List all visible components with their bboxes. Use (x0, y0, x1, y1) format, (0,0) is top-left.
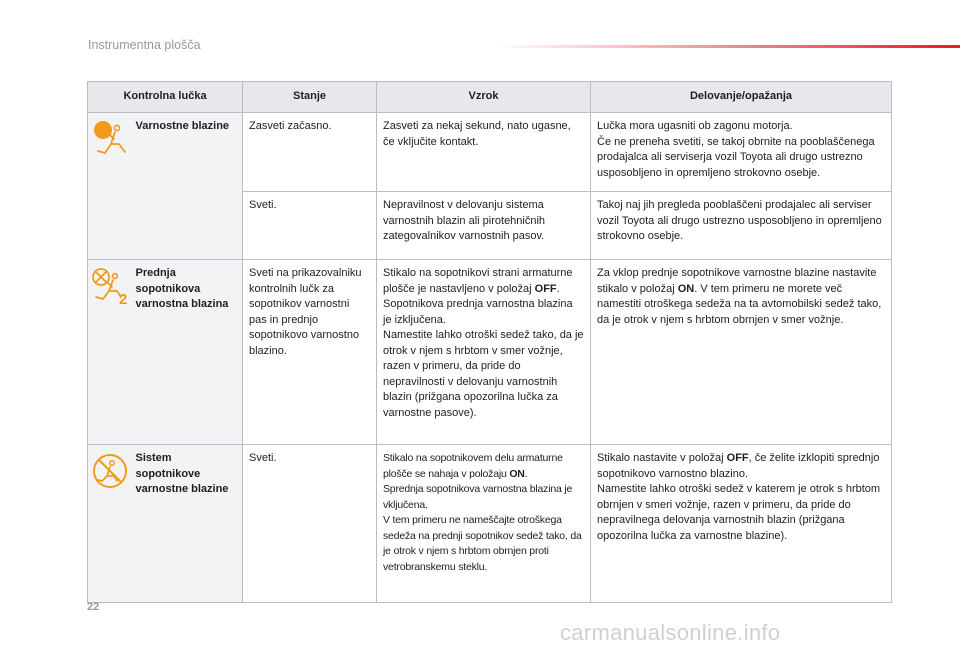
svg-text:2: 2 (118, 291, 128, 308)
table-header-row (88, 82, 892, 113)
warning-lights-table (87, 81, 892, 603)
delovanje-cell: Lučka mora ugasniti ob zagonu motorja. Če ne preneha svetiti, se takoj obrnite na pooblaščenega prodajalca ali serviserja vozil Toyota ali drugo ustrezno usposobljeno in opremljeno strokovno osebje. (591, 113, 892, 192)
header-accent-line (495, 45, 960, 48)
stanje-cell: Sveti. (243, 192, 377, 260)
icon-cell (88, 260, 132, 445)
delovanje-cell: Za vklop prednje sopotnikove varnostne blazine nastavite stikalo v položaj ON. V tem primeru ne morete več namestiti otroškega sedeža na ta avtomobilski sedež tako, da je otrok v njem s hrbtom obrnjen v smer vožnje. (591, 260, 892, 445)
column-header: Delovanje/opažanja (591, 82, 892, 113)
icon-cell (88, 113, 132, 260)
delovanje-cell: Stikalo nastavite v položaj OFF, če želite izklopiti sprednjo sopotnikovo varnostno blazino. Namestite lahko otroški sedež v katerem je otrok s hrbtom obrnjen v smeri vožnje, razen v primeru, da pride do nepravilnega delovanja varnostnih blazin (prižgana opozorilna lučka za varnostne blazine). (591, 445, 892, 603)
table-row (88, 260, 892, 445)
warning-light-name: Varnostne blazine (132, 113, 243, 260)
stanje-cell: Zasveti začasno. (243, 113, 377, 192)
stanje-cell: Sveti. (243, 445, 377, 603)
vzrok-cell: Stikalo na sopotnikovem delu armaturne plošče se nahaja v položaju ON. Sprednja sopotnikova varnostna blazina je vključena. V tem primeru ne nameščajte otroškega sedeža na prednji sopotnikov sedež tako, da je otrok v njem s hrbtom obrnjen proti vetrobranskemu steklu. (377, 445, 591, 603)
icon-cell (88, 445, 132, 603)
vzrok-cell: Zasveti za nekaj sekund, nato ugasne, če vključite kontakt. (377, 113, 591, 192)
section-title: Instrumentna plošča (88, 38, 201, 52)
watermark: carmanualsonline.info (560, 620, 781, 645)
passenger-airbag-off-icon (90, 266, 130, 310)
warning-light-name: Sistem sopotnikove varnostne blazine (132, 445, 243, 603)
vzrok-cell: Nepravilnost v delovanju sistema varnostnih blazin ali pirotehničnih zategovalnikov varnostnih pasov. (377, 192, 591, 260)
column-header: Vzrok (377, 82, 591, 113)
vzrok-cell: Stikalo na sopotnikovi strani armaturne plošče je nastavljeno v položaj OFF. Sopotnikova prednja varnostna blazina je izključena. Namestite lahko otroški sedež tako, da je otrok v njem s hrbtom v smer vožnje, razen v primeru, da pride do nepravilnosti v delovanju varnostnih blazin (prižgana opozorilna lučka za varnostne pasove). (377, 260, 591, 445)
column-header: Stanje (243, 82, 377, 113)
table-row (88, 445, 892, 603)
delovanje-cell: Takoj naj jih pregleda pooblaščeni prodajalec ali serviser vozil Toyota ali drugo ustrezno usposobljeno in opremljeno strokovno osebje. (591, 192, 892, 260)
page-number: 22 (87, 601, 100, 613)
column-header: Kontrolna lučka (88, 82, 243, 113)
warning-light-name: Prednja sopotnikova varnostna blazina (132, 260, 243, 445)
table-row (88, 113, 892, 192)
passenger-airbag-system-icon (90, 451, 130, 491)
stanje-cell: Sveti na prikazovalniku kontrolnih lučk za sopotnikov varnostni pas in prednjo sopotnikovo varnostno blazino. (243, 260, 377, 445)
airbag-warning-icon (90, 119, 130, 159)
